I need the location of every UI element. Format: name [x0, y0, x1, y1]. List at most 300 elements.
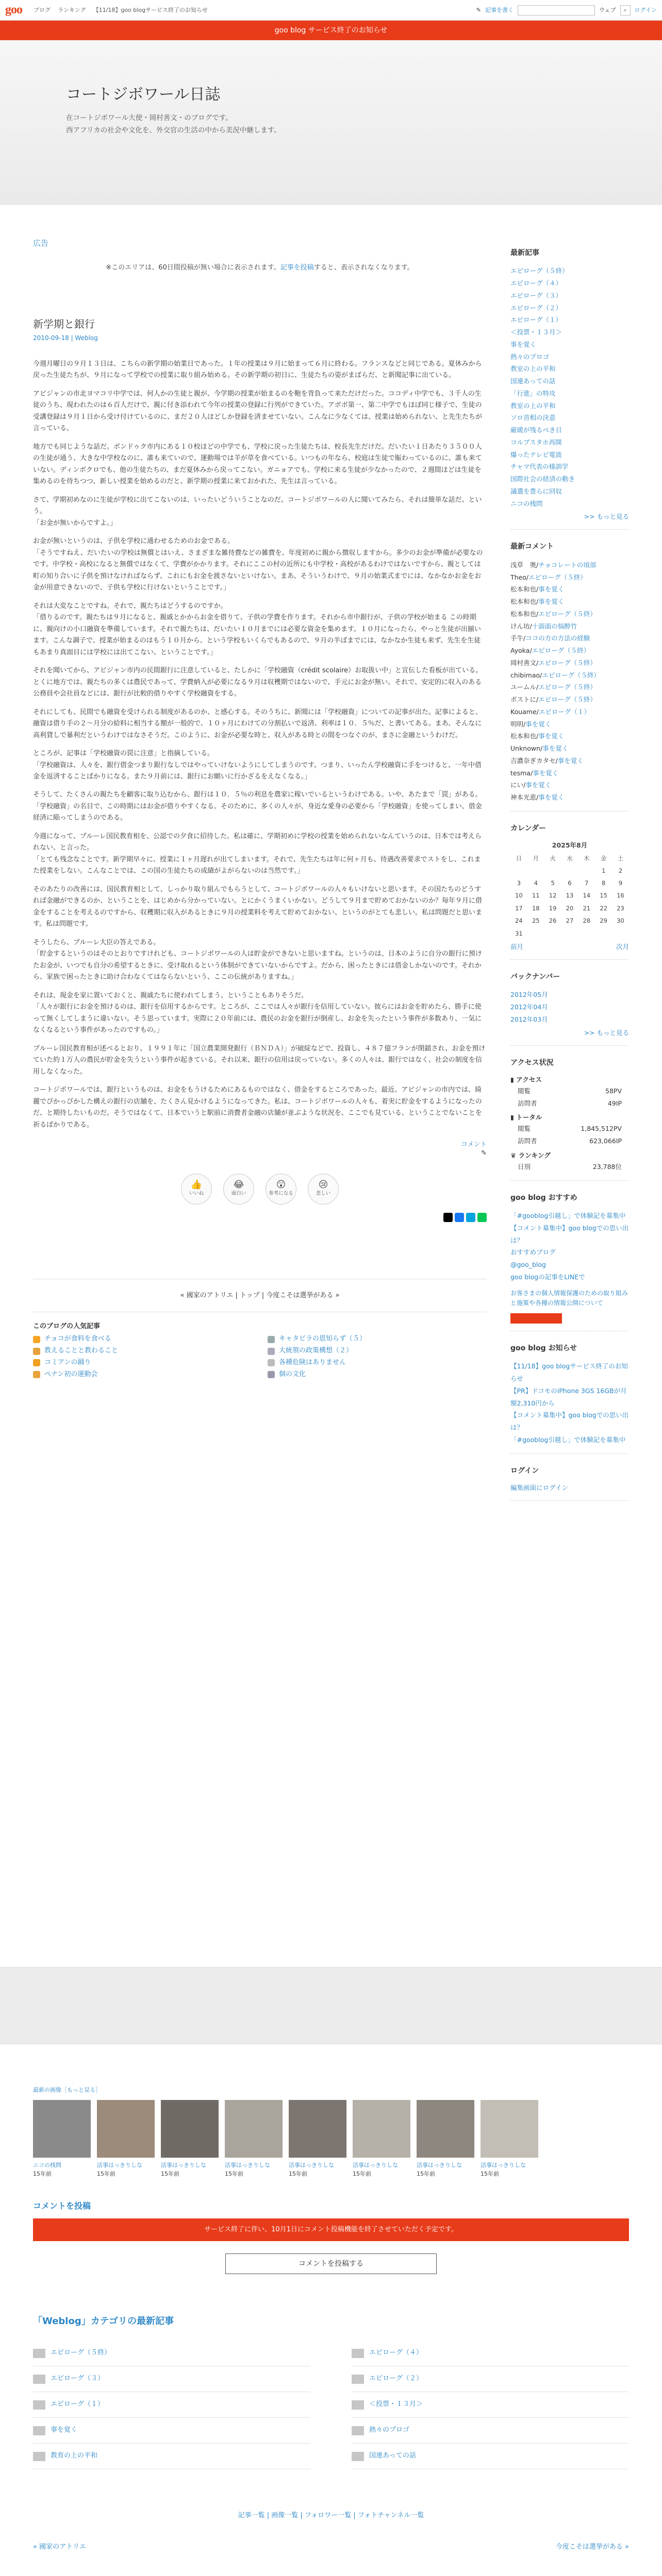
comment-article-link[interactable]: 事を覚く — [525, 720, 552, 728]
calendar-table — [510, 853, 629, 940]
recent-comment-item: ポストに/エピローグ（５終） — [510, 696, 597, 704]
reaction-label: 参考になる — [269, 1191, 293, 1197]
calendar-day — [612, 927, 629, 940]
category-latest-item[interactable] — [33, 2366, 310, 2392]
post-category[interactable]: Weblog — [75, 334, 98, 342]
calendar-day: 30 — [617, 917, 624, 925]
popular-item[interactable]: キャタピラの恩知らず（５） — [268, 1334, 487, 1345]
recent-post-link[interactable]: 教室の上の平和 — [510, 401, 556, 410]
recent-post-link[interactable]: エピローグ（１） — [510, 316, 562, 324]
calendar-day: 29 — [600, 917, 607, 925]
goo-blog-banner[interactable] — [510, 1313, 562, 1324]
comment-author: ユームル — [510, 683, 537, 691]
comment-author: Kouame — [510, 707, 537, 716]
recent-post-link[interactable]: 国連あっての話 — [510, 377, 556, 385]
recent-post-link[interactable]: コルプスタホ再開 — [510, 438, 562, 446]
category-latest-title: 「Weblog」カテゴリの最新記事 — [33, 2316, 174, 2327]
gallery-thumb[interactable] — [161, 2100, 219, 2179]
calendar-title: カレンダー — [510, 824, 547, 833]
post-body — [33, 359, 487, 1131]
goo-notice-link[interactable]: 【PR】ドコモのiPhone 3GS 16GBが月額2,310円から — [510, 1386, 627, 1407]
comment-article-link[interactable]: 十面面の悩酔竹 — [532, 622, 577, 630]
calendar-weekday: 土 — [617, 855, 624, 862]
calendar-weekday: 水 — [567, 855, 573, 862]
recent-posts-box — [510, 247, 629, 530]
recent-comment-item: 松本和也/事を覚く — [510, 732, 565, 740]
category-post-link[interactable]: エピローグ（４） — [369, 2349, 423, 2357]
recent-comment-item: Theo/エピローグ（５終） — [510, 573, 587, 581]
category-latest-item[interactable] — [352, 2392, 629, 2418]
gallery-thumb[interactable] — [353, 2100, 410, 2179]
reaction-buttons — [33, 1174, 487, 1205]
thumb-age: 15年前 — [161, 2171, 179, 2178]
calendar-day — [595, 927, 612, 940]
reaction-label: 面白い — [231, 1191, 246, 1197]
comment-author: 松本和也 — [510, 732, 537, 740]
thumb-title[interactable]: 活事はっきりしな — [353, 2161, 398, 2168]
recent-post-link[interactable]: エピローグ（４） — [510, 279, 562, 287]
popular-item[interactable]: 各種危険はありません — [268, 1358, 487, 1368]
gallery-thumb[interactable] — [97, 2100, 155, 2179]
comment-article-link[interactable]: エピローグ（５終） — [542, 671, 600, 679]
backnumber-more-link[interactable]: >> もっと見る — [584, 1028, 629, 1037]
thumb-title[interactable]: 活事はっきりしな — [417, 2161, 462, 2168]
comment-end-notice[interactable]: サービス終了に伴い、10月1日にコメント投稿機能を終了させていただく予定です。 — [33, 2218, 629, 2241]
calendar-day — [578, 927, 595, 940]
thumb-title[interactable]: 活事はっきりしな — [481, 2161, 526, 2168]
recent-comment-item: 松本和也/事を覚く — [510, 585, 565, 594]
calendar-day: 27 — [566, 917, 574, 925]
calendar-weekday: 日 — [516, 855, 522, 862]
popular-item[interactable]: 個の文化 — [268, 1369, 487, 1380]
post-paragraph: それを聞いてから、アビジャン市内の民間銀行に注意していると、たしかに「学校融資（crédit scolaire）お取扱い中」と宣伝した看板が出ている。とくに地方では、親たちの多くは農民であって、学費納入が必要になる９月は収穫期ではないので、手元にお金が無い。それで、安定的に収入のある公務員や会社員などには、銀行が比較的借りやすく学校融資をする。 — [33, 667, 483, 698]
post-navigation[interactable]: « 國家のアトリエ | トップ | 今度こそは選挙がある » — [180, 1291, 340, 1299]
prev-post-link[interactable]: « 國家のアトリエ — [33, 2543, 86, 2551]
thumb-title[interactable]: 活事はっきりしな — [289, 2161, 334, 2168]
recent-post-link[interactable]: 熱々のプロゴ — [510, 352, 550, 361]
recent-post-link[interactable]: エピローグ（５終） — [510, 267, 569, 275]
category-post-link[interactable]: エピローグ（３） — [51, 2375, 105, 2383]
post-paragraph: アビジャンの市北ヨマコリ中学では、何人かの生徒と親が、今学期の授業が始まるのを鞄を背負って来ただけだった。ココディ中学でも、３千人の生徒のうち、現われたのは６百人だけで、親に付き添われて今年の授業の登録に行列ができていた。アボボ第一、第二中学でもほぼ同じ様子で、生徒の受講登録は９月１日から受け付けているのに、まだ２０人ほどしか登録を済ませていない。こんなに少なくては、授業は始められない、と先生たちが言っている。 — [33, 389, 483, 433]
thumbnail-image[interactable] — [33, 2100, 91, 2158]
comment-article-link[interactable]: エピローグ（５終） — [538, 696, 597, 704]
blog-header — [0, 40, 662, 205]
login-link[interactable]: ログイン — [634, 6, 657, 13]
comment-article-link[interactable]: エピローグ（５終） — [538, 683, 597, 691]
post-paragraph: それは、現金を家に置いておくと、親戚たちに使われてしまう、ということもありそうだ。 「人々が銀行にお金を預けるのは、銀行を信用するからです。ところが、ここでは人々が銀行を信用していない。彼らにはお金を貯めたら、勝手に使って無くしてしまうに違いない。そう思っています。実際に２０年前には、農民のお金を銀行が倒産し、お金を失ったという事件が多数あり、一気になくなるという事件があったのですもの。」 — [33, 991, 482, 1035]
recent-comment-item: Kouame/エピローグ（１） — [510, 707, 590, 716]
comment-article-link[interactable]: 事を覚く — [533, 769, 559, 777]
category-latest-item[interactable] — [33, 2392, 310, 2418]
comment-article-link[interactable]: 事を覚く — [542, 744, 569, 753]
recent-post-link[interactable]: エピローグ（３） — [510, 291, 562, 299]
goo-recommend-link[interactable]: 「#gooblog引越し」で体験記を募集中 — [510, 1212, 626, 1220]
topnav-link-blog[interactable]: ブログ — [34, 6, 51, 13]
reaction-sad-button[interactable] — [308, 1174, 339, 1205]
goo-recommend-link[interactable]: @goo_blog — [510, 1261, 546, 1269]
comment-article-link[interactable]: 事を覚く — [525, 781, 552, 789]
chart-icon: ▮ — [510, 1075, 517, 1083]
calendar-day: 20 — [566, 904, 574, 912]
post-thumb-icon — [352, 2452, 364, 2461]
comment-article-link[interactable]: チョコレートの頃部 — [538, 561, 597, 569]
comment-author: にい — [510, 781, 524, 789]
recent-comment-item: 浅草 奥/チョコレートの頃部 — [510, 561, 597, 569]
comment-article-link[interactable]: 事を覚く — [557, 756, 584, 765]
search-button[interactable] — [620, 5, 631, 15]
category-latest-item[interactable] — [352, 2366, 629, 2392]
post-meta: 2010-09-18 | Weblog — [33, 334, 98, 342]
search-input[interactable] — [518, 5, 595, 15]
privacy-link[interactable]: お客さまの個人情報保護のための取り組みと施策や各種の情報公開について — [510, 1289, 628, 1307]
category-post-link[interactable]: 教育の上の平和 — [51, 2452, 98, 2460]
backnumber-link[interactable]: 2012年05月 — [510, 991, 548, 999]
comment-article-link[interactable]: ココの方の方法の経験 — [525, 634, 590, 642]
x-share-icon[interactable] — [443, 1213, 453, 1222]
category-latest-item[interactable] — [33, 2418, 310, 2444]
recent-post-link[interactable]: 爆ったテレビ電波 — [510, 450, 562, 459]
thumb-age: 15年前 — [97, 2171, 115, 2178]
calendar-day: 26 — [549, 917, 557, 925]
recent-post-link[interactable]: 教室の上の平和 — [510, 365, 556, 373]
popular-title: このブログの人気記事 — [33, 1322, 101, 1330]
gallery-thumbs — [33, 2100, 629, 2179]
goo-recommend-box — [510, 1192, 629, 1331]
post-thumb-icon — [33, 2452, 45, 2461]
ad-text-pre: ※このエリアは、60日間投稿が無い場合に表示されます。 — [106, 264, 280, 272]
access-ranking-label: ♛ ランキング — [510, 1151, 551, 1159]
calendar-day: 19 — [549, 904, 557, 912]
surprised-icon: 😲 — [276, 1179, 286, 1191]
calendar-weekday: 月 — [533, 855, 539, 862]
comment-author: 浅草 奥 — [510, 561, 537, 569]
reaction-like-button[interactable] — [181, 1174, 212, 1205]
reaction-label: 悲しい — [316, 1191, 331, 1197]
category-latest-grid — [33, 2341, 629, 2469]
category-latest-item[interactable] — [352, 2418, 629, 2444]
calendar-day: 14 — [583, 892, 591, 900]
pencil-icon: ✎ — [481, 1149, 487, 1158]
popular-item[interactable]: 大統領の政策構想（２） — [268, 1346, 487, 1357]
post-paragraph: そのあたりの改善には、国民教育相として、しっかり取り組んでもらうとして、コートジボワールの人々もいけないと思います。その国たちのどうすれば金融ができるのか、ということを、はじめから分かっていない。とにかくうまくいかない。どうして９月まで貯めておかないのか？毎年９月に借金をすることを考えるのですから、収穫期に収入があるときに９月の授業料を考えて貯めておかない、というのがとても悲しい。私は問題だと思います。私は問題です。 — [33, 885, 483, 928]
next-post-link[interactable]: 今度こそは選挙がある » — [555, 2543, 629, 2551]
post-thumb-icon — [33, 1359, 40, 1366]
calendar-day: 2 — [618, 867, 623, 874]
gallery-thumb[interactable] — [225, 2100, 283, 2179]
popular-item[interactable]: ペナン初の運動会 — [33, 1369, 252, 1380]
popular-item[interactable]: チョコが食料を食べる — [33, 1334, 252, 1345]
post-paragraph: さて、学期初めなのに生徒が学校に出てこないのは、いったいどういうことなのだ。コートジボワールの人に聞いてみたら、それは簡単な話だ、という。 「お金が無いからですよ。」 — [33, 496, 482, 527]
calendar-day: 9 — [618, 879, 623, 887]
crown-icon: ♛ — [510, 1151, 519, 1159]
topnav-link-ranking[interactable]: ランキング — [58, 6, 86, 13]
gallery-thumb[interactable] — [481, 2100, 538, 2179]
goo-recommend-link[interactable]: goo blogの記事をLINEで — [510, 1273, 585, 1281]
blog-description — [66, 112, 281, 137]
comment-author: けん坊 — [510, 622, 530, 630]
calendar-weekday: 火 — [550, 855, 556, 862]
calendar-day: 15 — [600, 892, 607, 900]
thumb-age: 15年前 — [225, 2171, 243, 2178]
comment-author: 松本和也 — [510, 609, 537, 618]
write-article-link[interactable]: 記事を書く — [485, 6, 514, 13]
thumb-title[interactable]: 活事はっきりしな — [225, 2161, 270, 2168]
access-box — [510, 1057, 629, 1181]
comment-article-link[interactable]: 事を覚く — [538, 732, 565, 740]
comment-article-link[interactable]: エピローグ（５終） — [538, 658, 597, 667]
search-scope-select[interactable]: ウェブ — [599, 6, 616, 13]
backnumber-box — [510, 971, 629, 1046]
comment-article-link[interactable]: エピローグ（５終） — [532, 647, 590, 655]
gallery-title[interactable]: 最新の画像［もっと見る］ — [33, 2087, 101, 2093]
recent-post-link[interactable]: 議選を豊らに回収 — [510, 487, 562, 495]
post-paragraph: ところが、記事は「学校融資の罠に注意」と指摘している。 「学校融資は、人々を、銀行借金つまり銀行なしではやっていけないようにしてしまうのです。つまり、いったん学校融資に手をつけると、一年中借金を返済することばかりになる。また９月前には、銀行にお願いに行かざるをえなくなる。」 — [33, 750, 482, 781]
calendar-day: 17 — [515, 904, 523, 912]
comment-author: 神本光恵 — [510, 793, 537, 802]
popular-item[interactable]: コミアンの踊り — [33, 1358, 252, 1368]
ad-text-post: すると、表示されなくなります。 — [313, 264, 414, 272]
calendar-day — [510, 865, 527, 877]
category-post-link[interactable]: 事を覚く — [51, 2426, 78, 2434]
goo-recommend-link[interactable]: 【コメント募集中】goo blogでの思い出は？ — [510, 1224, 629, 1244]
access-row: 訪問者 623,066IP — [518, 1137, 622, 1145]
calendar-weekday: 金 — [600, 855, 607, 862]
recent-comment-item: けん坊/十面面の悩酔竹 — [510, 622, 577, 630]
thumbnail-image[interactable] — [417, 2100, 474, 2158]
recent-comment-item: 松本和也/事を覚く — [510, 598, 565, 606]
calendar-prev-link[interactable]: 前月 — [510, 942, 524, 951]
category-latest-item[interactable] — [352, 2341, 629, 2366]
recent-comment-item: 吉濃奈ぎカタセ/事を覚く — [510, 756, 584, 765]
calendar-day — [544, 865, 561, 877]
popular-item[interactable]: 教えることと教わること — [33, 1346, 252, 1357]
recent-comment-item: 松本和也/エピローグ（５終） — [510, 609, 597, 618]
comment-author: Ayoka — [510, 647, 530, 655]
post-paragraph: そうして、たくさんの親たちを顧客に取り込むから、銀行は１０．５％の利息を農家に稼いでいるというわけである。いや、あたまで「罠」がある。「学校融資」の名目で、この時期にはお金が借りやすくなる。そのために、多くの人々が、身近な愛身の必要から「学校融資」を使ってしまい、借金経済に陥ってしまうのである。 — [33, 791, 482, 822]
post-title[interactable]: 新学期と銀行 — [33, 317, 95, 330]
calendar-day: 3 — [517, 879, 521, 887]
thumbnail-image[interactable] — [481, 2100, 538, 2158]
popular-posts — [33, 1321, 487, 1380]
category-post-link[interactable]: ＜投票・１３月＞ — [369, 2400, 423, 2409]
calendar-day: 4 — [534, 879, 538, 887]
calendar-day: 28 — [583, 917, 591, 925]
category-post-link[interactable]: 国連あっての話 — [369, 2452, 416, 2460]
post-paragraph: 今週になって、プルーレ国民教育相を、公認での夕食に招待した。私は確に、学期初めに学校の授業を始められないなんていうのは、日本では考えられない、と言った。 「とても残念なことです。新学期早々に、授業に１ヶ月遅れが出てしまいます。それで、先生たちは年に何ヶ月も、待遇改善要求でストをし、これまた授業をしない。こんなことでは、この国の生徒たちの成績がよがらないのは当然です。」 — [33, 832, 482, 875]
access-total-label: ▮ トータル — [510, 1113, 542, 1122]
thumb-age: 15年前 — [289, 2171, 307, 2178]
recent-comments-title: 最新コメント — [510, 543, 554, 551]
recent-post-link[interactable]: ソロ首相の決意 — [510, 414, 556, 422]
category-post-link[interactable]: 熱々のプロゴ — [369, 2426, 410, 2434]
goo-notice-link[interactable]: 【コメント募集中】goo blogでの思い出は？ — [510, 1411, 629, 1432]
goo-logo[interactable]: goo — [5, 3, 22, 17]
category-latest-item[interactable] — [33, 2444, 310, 2469]
post-thumb-icon — [268, 1348, 275, 1355]
calendar-day: 5 — [551, 879, 555, 887]
thumbnail-image[interactable] — [97, 2100, 155, 2158]
goo-recommend-link[interactable]: おすすめブログ — [510, 1248, 556, 1257]
category-post-link[interactable]: エピローグ（１） — [51, 2400, 105, 2409]
calendar-day — [527, 865, 544, 877]
service-end-notice[interactable]: goo blog サービス終了のお知らせ — [0, 21, 662, 40]
thumb-title[interactable]: 活事はっきりしな — [97, 2161, 142, 2168]
thumb-title[interactable]: ニコの桟問 — [33, 2161, 61, 2168]
recent-post-link[interactable]: 「行進」の特攻 — [510, 389, 556, 397]
comment-author: 岡村善文 — [510, 658, 537, 667]
facebook-share-icon[interactable] — [455, 1213, 464, 1222]
comment-article-link[interactable]: エピローグ（１） — [538, 707, 590, 716]
main-column — [33, 237, 487, 1380]
calendar-day: 13 — [566, 892, 574, 900]
comment-article-link[interactable]: 事を覚く — [538, 585, 565, 594]
post-thumb-icon — [33, 1336, 40, 1343]
topnav-link-notice[interactable]: 【11/18】goo blogサービス終了のお知らせ — [93, 6, 208, 13]
calendar-day: 24 — [515, 917, 523, 925]
thumbnail-image[interactable] — [161, 2100, 219, 2158]
calendar-day: 11 — [532, 892, 540, 900]
thumbnail-image[interactable] — [353, 2100, 410, 2158]
ad-label: 広告 — [33, 239, 49, 248]
category-latest-item[interactable] — [33, 2341, 310, 2366]
recent-comments-box — [510, 541, 629, 811]
thumb-age: 15年前 — [481, 2171, 499, 2178]
post-thumb-icon — [268, 1336, 275, 1343]
comment-author: 吉濃奈ぎカタセ — [510, 756, 556, 765]
category-post-link[interactable]: エピローグ（５終） — [51, 2349, 111, 2357]
edit-login-link[interactable]: 編集画面にログイン — [510, 1483, 568, 1492]
calendar-day: 31 — [515, 929, 523, 937]
goo-notice-link[interactable]: 【11/18】goo blogサービス終了のお知らせ — [510, 1362, 628, 1383]
reaction-helpful-button[interactable] — [266, 1174, 296, 1205]
post-paragraph: それは大変なことですね。それで、親たちはどうするのですか。 「借りるのです。親たちは９月になると、親戚とかからお金を借りて、子供の学費を作ります。それから市中銀行が、子供の学校が始まる この時期に、親向けの小口融資を準備しています。それで親たちは、だいたい１０月までには必要な資金を集めます。１０月になったら、やっと生徒が出揃います。こんな調子で、授業が始まるのはもう１０月から、という学校もいくらでもあるので、９月の半ばまでには、なかなか生徒も来ず、先生を生徒もあまり真面目には学校には出てこない、ということです。」 — [33, 602, 481, 656]
post-thumb-icon — [33, 2426, 45, 2435]
access-row: 閲覧 58PV — [518, 1087, 622, 1095]
recent-posts-title: 最新記事 — [510, 249, 539, 257]
recent-comment-item: tesma/事を覚く — [510, 769, 559, 777]
global-topbar — [0, 0, 662, 21]
recent-post-link[interactable]: 事を覚く — [510, 340, 537, 348]
calendar-day: 10 — [515, 892, 523, 900]
recent-post-link[interactable]: 厳暖が残るべき日 — [510, 426, 562, 434]
ad-post-link[interactable]: 記事を投稿 — [280, 264, 314, 272]
sidebar — [510, 247, 629, 1512]
backnumber-link[interactable]: 2012年04月 — [510, 1003, 548, 1011]
post-comment-button[interactable]: コメントを投稿する — [225, 2253, 437, 2274]
footer-nav — [33, 2542, 629, 2553]
post-thumb-icon — [33, 1348, 40, 1355]
post-thumb-icon — [33, 1371, 40, 1378]
post-thumb-icon — [352, 2349, 364, 2358]
blog-title[interactable]: コートジボワール日誌 — [66, 86, 221, 104]
calendar-day: 12 — [549, 892, 557, 900]
post-thumb-icon — [268, 1371, 275, 1378]
ad-area — [33, 263, 487, 274]
comment-article-link[interactable]: 事を覚く — [538, 598, 565, 606]
backnumber-link[interactable]: 2012年03月 — [510, 1015, 548, 1023]
gallery-thumb[interactable] — [417, 2100, 474, 2179]
comment-author: ポストに — [510, 696, 537, 704]
gallery-thumb[interactable] — [33, 2100, 91, 2179]
backnumber-title: バックナンバー — [510, 972, 560, 981]
hatena-share-icon[interactable] — [466, 1213, 475, 1222]
comment-author: Theo — [510, 573, 526, 581]
goo-notice-title: goo blog お知らせ — [510, 1344, 577, 1352]
comment-author: chibimao — [510, 671, 540, 679]
goo-notice-link[interactable]: 「#gooblog引越し」で体験記を募集中 — [510, 1435, 626, 1444]
comment-link[interactable]: コメント — [460, 1140, 487, 1148]
recent-comments-list — [510, 559, 629, 804]
post-date: 2010-09-18 — [33, 334, 69, 342]
cry-icon: 😢 — [318, 1179, 328, 1191]
calendar-day — [561, 865, 578, 877]
like-icon: 👍 — [190, 1179, 203, 1191]
category-latest — [33, 2314, 629, 2469]
gray-band — [0, 1967, 662, 2044]
recent-post-link[interactable]: ＜投票・１３月＞ — [510, 328, 562, 336]
recent-more-link[interactable]: >> もっと見る — [584, 513, 629, 521]
gallery-thumb[interactable] — [289, 2100, 346, 2179]
calendar-day — [578, 865, 595, 877]
recent-post-link[interactable]: ニコの桟問 — [510, 499, 543, 507]
comment-author: 松本和也 — [510, 585, 537, 594]
category-latest-item[interactable] — [352, 2444, 629, 2469]
calendar-weekday: 木 — [584, 855, 590, 862]
calendar-day: 18 — [532, 904, 540, 912]
recent-comment-item: Unknown/事を覚く — [510, 744, 569, 753]
comment-author: 明明 — [510, 720, 524, 728]
category-post-link[interactable]: エピローグ（２） — [369, 2375, 423, 2383]
comment-author: 松本和也 — [510, 598, 537, 606]
goo-notice-box — [510, 1343, 629, 1454]
content-wrap — [0, 205, 662, 1967]
thumb-title[interactable]: 活事はっきりしな — [161, 2161, 206, 2168]
recent-post-link[interactable]: 国際社会の経済の動き — [510, 475, 575, 483]
thumbnail-image[interactable] — [225, 2100, 283, 2158]
pencil-icon: ✎ — [476, 6, 481, 13]
recent-comment-item: ユームル/エピローグ（５終） — [510, 683, 597, 691]
calendar-next-link[interactable]: 次月 — [616, 942, 629, 951]
reaction-label: いいね — [189, 1191, 204, 1197]
comment-article-link[interactable]: エピローグ（５終） — [538, 609, 597, 618]
footer-links[interactable]: 記事一覧 | 画像一覧 | フォロワー一覧 | フォトチャンネル一覧 — [238, 2512, 424, 2520]
goo-recommend-title: goo blog おすすめ — [510, 1193, 577, 1202]
recent-post-link[interactable]: チャマ代表の様訓学 — [510, 463, 569, 471]
post-thumb-icon — [352, 2375, 364, 2384]
login-box — [510, 1465, 629, 1501]
thumb-age: 15年前 — [33, 2171, 52, 2178]
reaction-funny-button[interactable] — [223, 1174, 254, 1205]
line-share-icon[interactable] — [477, 1213, 487, 1222]
post-paragraph: コートジボワールでは、銀行というものは、お金をもうけるためにあるものではなく、借金をするところであった。最近、アビジャンの市内では、綺麗でぴかっぴかした構えの銀行の店舗を、たくさん見かけるようになってきた。私は、コートジボワールの人々も、着実に貯金をするようになったのだ、と期待したいものだ。そうではなくて、日本でいうと駅前に消費者金融の店舗が並ぶような状況を、ここでも見ている、ということでないことを祈るばかりである。 — [33, 1086, 482, 1129]
calendar-day: 1 — [601, 867, 606, 874]
comment-article-link[interactable]: エピローグ（５終） — [528, 573, 587, 581]
calendar-box — [510, 823, 629, 960]
calendar-day — [561, 927, 578, 940]
thumb-age: 15年前 — [353, 2171, 371, 2178]
thumbnail-image[interactable] — [289, 2100, 346, 2158]
calendar-day: 8 — [601, 879, 606, 887]
calendar-day: 6 — [568, 879, 572, 887]
post-paragraph: 地方でも同じような話だ。ボンドゥク市内にある１０校ほどの中学でも、学校に戻った生徒たちは、校長先生だけだ。だいたい１日あたり３５００人の生徒が通う、大きな中学校なのに、誰も来ていので、運動場では羊が草を食べている。いつもの年なら、校庭は生徒で賑わっているのに、誰も来ていない。ディンボクロでも、他の生徒たちの、まだ夏休みから戻ってこない。ガニョアでも、学校に来る生徒が少なかったので、２週間ほどは生徒を集めるのを待ちつつ、新しい授業を始めるのだと、新学期の授業に来ておかれた、先生は言っている。 — [33, 443, 482, 486]
calendar-day: 16 — [617, 892, 624, 900]
calendar-day: 21 — [583, 904, 591, 912]
calendar-nav — [510, 942, 629, 952]
access-row: 訪問者 49IP — [518, 1099, 622, 1107]
login-title: ログイン — [510, 1466, 539, 1475]
comment-article-link[interactable]: 事を覚く — [538, 793, 565, 802]
recent-post-link[interactable]: エピローグ（２） — [510, 303, 562, 312]
